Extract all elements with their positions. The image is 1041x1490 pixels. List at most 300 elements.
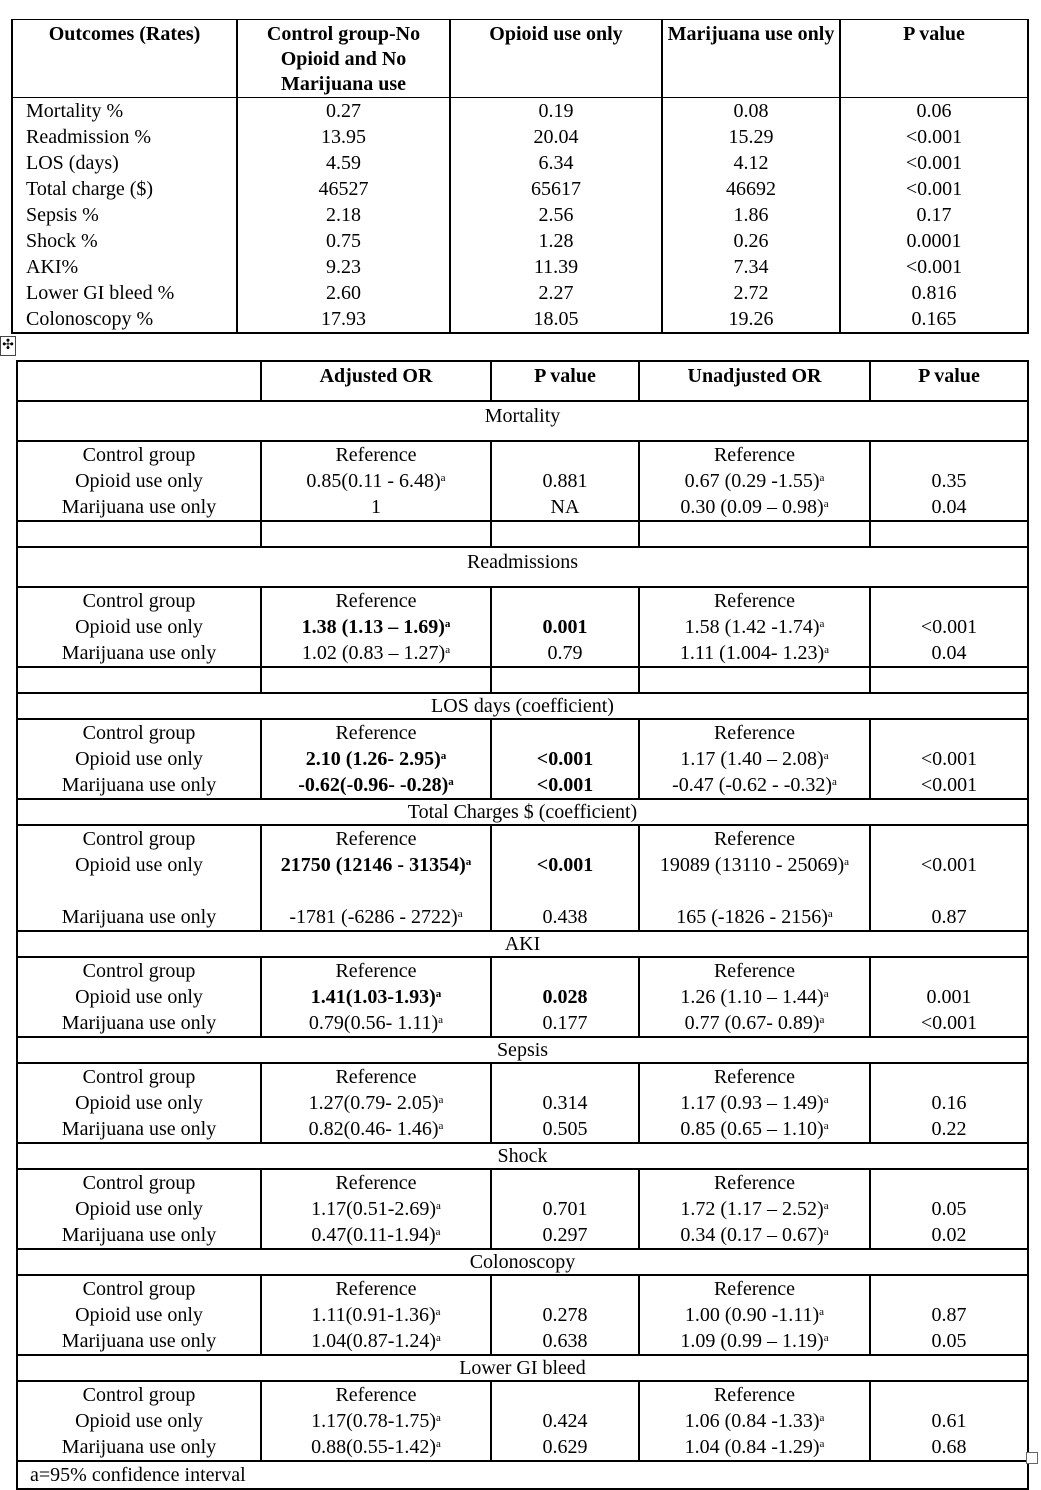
cell-text: 0.61 (931, 1410, 967, 1432)
cell-text: 0.35 (931, 470, 967, 492)
header-p-value: P value (840, 20, 1028, 98)
group-label (17, 904, 261, 931)
cell-text: 1.17(0.51-2.69) (311, 1198, 437, 1220)
cell-text: 1.06 (0.84 -1.33) (684, 1410, 820, 1432)
section-title: Mortality (17, 401, 1028, 441)
cell-text: 0.001 (926, 986, 972, 1008)
table-cell (870, 1302, 1028, 1328)
table-row (17, 640, 1028, 667)
table-row (17, 772, 1028, 799)
table-cell (870, 957, 1028, 984)
table-cell (491, 614, 639, 640)
cell-text: 0.87 (931, 1304, 967, 1326)
ci-superscript: a (435, 1306, 441, 1318)
table-cell: 2.72 (662, 280, 840, 306)
cell-text: Reference (335, 1066, 417, 1088)
cell-text: -0.47 (-0.62 - -0.32) (672, 774, 833, 796)
table-cell (491, 1010, 639, 1037)
table-cell (491, 984, 639, 1010)
table-cell (261, 825, 491, 852)
section-header-row (17, 547, 1028, 587)
table-cell (491, 1063, 639, 1090)
group-label (17, 1169, 261, 1196)
table-cell (870, 587, 1028, 614)
cell-text: Reference (335, 590, 417, 612)
cell-text: <0.001 (920, 774, 978, 796)
outcome-label: Total charge ($) (12, 176, 237, 202)
group-label (17, 719, 261, 746)
table-row (17, 1010, 1028, 1037)
table-cell (261, 1010, 491, 1037)
table-cell (261, 494, 491, 521)
cell-text: 0.85(0.11 - 6.48) (306, 470, 441, 492)
cell-text: Opioid use only (75, 470, 203, 492)
header-p-value-adjusted: P value (491, 361, 639, 401)
outcome-label: Colonoscopy % (12, 306, 237, 333)
table-row (12, 202, 1028, 228)
cell-text: Reference (713, 590, 796, 612)
table-cell: <0.001 (840, 176, 1028, 202)
table-cell: 46692 (662, 176, 840, 202)
cell-text: Opioid use only (75, 1304, 203, 1326)
ci-superscript: a (824, 644, 830, 656)
cell-text: -0.62(-0.96- -0.28) (298, 774, 449, 796)
cell-text: Reference (335, 960, 417, 982)
empty-cell (261, 521, 491, 547)
table-cell (639, 1328, 870, 1355)
footnote-row (17, 1461, 1028, 1489)
ci-superscript: a (440, 472, 446, 484)
table-cell (261, 719, 491, 746)
cell-text: Opioid use only (75, 854, 203, 876)
cell-text: 21750 (12146 - 31354) (280, 854, 466, 876)
table-cell: 0.26 (662, 228, 840, 254)
cell-text: Marijuana use only (61, 1118, 217, 1140)
table-header-row (12, 20, 1028, 98)
table-cell (639, 1116, 870, 1143)
ci-superscript: a (436, 1200, 441, 1212)
table-cell (261, 852, 491, 904)
section-header-row (17, 1143, 1028, 1169)
cell-text: <0.001 (920, 748, 978, 770)
cell-text: 0.16 (931, 1092, 967, 1114)
table-cell (639, 1275, 870, 1302)
table-row (17, 1063, 1028, 1090)
cell-text: 1.58 (1.42 -1.74) (684, 616, 820, 638)
ci-superscript: a (438, 1014, 444, 1026)
table-cell (491, 1381, 639, 1408)
section-header-row (17, 1249, 1028, 1275)
ci-superscript: a (819, 618, 825, 630)
cell-text: 0.505 (542, 1118, 588, 1140)
table-cell (261, 1275, 491, 1302)
cell-text: Reference (713, 1384, 796, 1406)
ci-superscript: a (823, 498, 829, 510)
spacer-row (17, 521, 1028, 547)
cell-text: Reference (713, 1066, 796, 1088)
table-cell: 13.95 (237, 124, 450, 150)
cell-text: Reference (713, 722, 796, 744)
empty-cell (261, 667, 491, 693)
table-cell: 15.29 (662, 124, 840, 150)
table-cell: 18.05 (450, 306, 662, 333)
table-cell (261, 1381, 491, 1408)
table-cell: 0.08 (662, 98, 840, 125)
cell-text: <0.001 (920, 854, 978, 876)
table-cell: 19.26 (662, 306, 840, 333)
table-cell (261, 468, 491, 494)
empty-cell (870, 667, 1028, 693)
cell-text: 0.05 (931, 1198, 967, 1220)
section-header-row (17, 931, 1028, 957)
cell-text: 1.17 (1.40 – 2.08) (680, 748, 824, 770)
table-row (17, 719, 1028, 746)
table-cell (870, 984, 1028, 1010)
table-row (12, 176, 1028, 202)
table-row (17, 1090, 1028, 1116)
cell-text: Opioid use only (75, 1198, 203, 1220)
table-cell (639, 1381, 870, 1408)
table-cell (870, 1169, 1028, 1196)
group-label (17, 640, 261, 667)
table-cell (491, 904, 639, 931)
cell-text: 0.314 (542, 1092, 588, 1114)
table-cell (639, 1010, 870, 1037)
section-header-row (17, 401, 1028, 441)
ci-superscript: a (823, 750, 829, 762)
ci-superscript: a (844, 856, 850, 868)
cell-text: 0.79 (547, 642, 583, 664)
section-title: Readmissions (17, 547, 1028, 587)
table-resize-handle[interactable] (1026, 1452, 1038, 1464)
cell-text: Reference (713, 1278, 796, 1300)
table-row (17, 904, 1028, 931)
cell-text: 0.438 (542, 906, 588, 928)
cell-text: Reference (335, 444, 417, 466)
table-cell (491, 1116, 639, 1143)
table-cell: 20.04 (450, 124, 662, 150)
group-label (17, 587, 261, 614)
cell-text: 1.00 (0.90 -1.11) (684, 1304, 820, 1326)
table-cell (870, 640, 1028, 667)
cell-text: Opioid use only (75, 748, 203, 770)
table-cell (261, 587, 491, 614)
ci-superscript: a (823, 1332, 829, 1344)
table-cell (491, 1434, 639, 1461)
table-cell: 1.86 (662, 202, 840, 228)
table-cell (870, 1328, 1028, 1355)
cell-text: Reference (713, 960, 796, 982)
cell-text: Reference (713, 444, 796, 466)
table-row (12, 280, 1028, 306)
table-cell: 4.12 (662, 150, 840, 176)
table-cell: <0.001 (840, 150, 1028, 176)
table-cell (870, 614, 1028, 640)
cell-text: 0.67 (0.29 -1.55) (684, 470, 820, 492)
cell-text: 1.38 (1.13 – 1.69) (301, 616, 445, 638)
section-title: Colonoscopy (17, 1249, 1028, 1275)
group-label (17, 1063, 261, 1090)
table-cell: 0.0001 (840, 228, 1028, 254)
header-marijuana (662, 20, 840, 98)
cell-text: <0.001 (536, 748, 594, 770)
cell-text: Control group (82, 722, 196, 744)
cell-text: Marijuana use only (61, 1330, 217, 1352)
cell-text: Marijuana use only (61, 1012, 217, 1034)
table-cell: 46527 (237, 176, 450, 202)
table-cell (491, 468, 639, 494)
table-move-handle-icon[interactable]: ✣ (0, 336, 16, 356)
outcome-label: AKI% (12, 254, 237, 280)
ci-superscript: a (823, 1200, 829, 1212)
group-label (17, 746, 261, 772)
ci-superscript: a (457, 908, 463, 920)
table-row (17, 494, 1028, 521)
cell-text: <0.001 (536, 774, 594, 796)
table-cell (491, 719, 639, 746)
table-cell: 2.18 (237, 202, 450, 228)
table-row (17, 825, 1028, 852)
table-cell (261, 984, 491, 1010)
cell-text: 0.629 (542, 1436, 588, 1458)
table-row (17, 1328, 1028, 1355)
table-cell (870, 1434, 1028, 1461)
cell-text: 1.11(0.91-1.36) (311, 1304, 436, 1326)
group-label (17, 1116, 261, 1143)
cell-text: 0.04 (931, 642, 967, 664)
table-row (12, 124, 1028, 150)
table-row (17, 984, 1028, 1010)
table-cell: 0.75 (237, 228, 450, 254)
table-cell (491, 640, 639, 667)
empty-cell (870, 521, 1028, 547)
header-outcomes: Outcomes (Rates) (12, 20, 237, 98)
group-label (17, 852, 261, 904)
table-cell: 0.816 (840, 280, 1028, 306)
table-cell (639, 441, 870, 468)
table-cell: 2.27 (450, 280, 662, 306)
table-row (17, 957, 1028, 984)
cell-text: 1.02 (0.83 – 1.27) (301, 642, 446, 664)
ci-superscript: a (823, 1094, 829, 1106)
cell-text: Control group (82, 1066, 196, 1088)
table-cell: 11.39 (450, 254, 662, 280)
ci-superscript: a (819, 1438, 825, 1450)
group-label (17, 825, 261, 852)
cell-text: Marijuana use only (61, 1224, 217, 1246)
table-row (17, 614, 1028, 640)
table-cell: 0.19 (450, 98, 662, 125)
empty-cell (639, 667, 870, 693)
table-cell (639, 468, 870, 494)
table-cell (639, 587, 870, 614)
empty-cell (491, 521, 639, 547)
cell-text: 0.85 (0.65 – 1.10) (680, 1118, 824, 1140)
table-cell (491, 1169, 639, 1196)
cell-text: 1.04 (0.84 -1.29) (684, 1436, 820, 1458)
table-cell (491, 825, 639, 852)
ci-superscript: a (444, 618, 451, 630)
cell-text: Reference (713, 828, 796, 850)
table-row (17, 1196, 1028, 1222)
cell-text: Marijuana use only (61, 774, 217, 796)
ci-superscript: a (819, 1014, 825, 1026)
ci-superscript: a (438, 1094, 444, 1106)
table-cell (261, 1222, 491, 1249)
header-adjusted-or: Adjusted OR (261, 361, 491, 401)
table-cell (870, 1408, 1028, 1434)
cell-text: 0.02 (931, 1224, 967, 1246)
ci-superscript: a (435, 1226, 441, 1238)
table-cell (261, 1169, 491, 1196)
cell-text: NA (550, 496, 580, 518)
outcome-label: Readmission % (12, 124, 237, 150)
table-cell (261, 640, 491, 667)
cell-text: 1.41(1.03-1.93) (310, 986, 436, 1008)
cell-text: Opioid use only (75, 986, 203, 1008)
group-label (17, 1010, 261, 1037)
cell-text: Marijuana use only (61, 906, 217, 928)
outcome-label: Shock % (12, 228, 237, 254)
table-cell (639, 772, 870, 799)
table-cell (261, 1090, 491, 1116)
table-row (17, 1169, 1028, 1196)
table-cell (639, 852, 870, 904)
table-cell (261, 746, 491, 772)
section-title: LOS days (coefficient) (17, 693, 1028, 719)
cell-text: 1.72 (1.17 – 2.52) (680, 1198, 824, 1220)
table-cell: 17.93 (237, 306, 450, 333)
cell-text: 0.701 (542, 1198, 588, 1220)
table-row (17, 852, 1028, 904)
table-cell (491, 1090, 639, 1116)
cell-text: Control group (82, 1384, 196, 1406)
cell-text: Reference (335, 722, 417, 744)
table-cell (639, 640, 870, 667)
cell-text: Reference (713, 1172, 796, 1194)
cell-text: Reference (335, 1278, 417, 1300)
table-cell (870, 825, 1028, 852)
table-cell (261, 1434, 491, 1461)
ci-superscript: a (435, 988, 442, 1000)
section-header-row (17, 799, 1028, 825)
section-title: Sepsis (17, 1037, 1028, 1063)
section-title: Total Charges $ (coefficient) (17, 799, 1028, 825)
group-label (17, 1302, 261, 1328)
table-cell (870, 1116, 1028, 1143)
cell-text: <0.001 (920, 1012, 978, 1034)
empty-cell (491, 667, 639, 693)
group-label (17, 614, 261, 640)
cell-text: 19089 (13110 - 25069) (659, 854, 845, 876)
table-cell (870, 1010, 1028, 1037)
cell-text: 0.82(0.46- 1.46) (308, 1118, 439, 1140)
cell-text: Control group (82, 444, 196, 466)
table-cell (261, 957, 491, 984)
ci-superscript: a (448, 776, 454, 788)
cell-text: 0.88(0.55-1.42) (311, 1436, 437, 1458)
outcome-label: Sepsis % (12, 202, 237, 228)
cell-text: 0.001 (542, 616, 588, 638)
outcomes-rates-table (11, 19, 1029, 334)
table-cell (261, 904, 491, 931)
table-cell: 2.56 (450, 202, 662, 228)
ci-superscript: a (436, 1332, 441, 1344)
ci-superscript: a (445, 644, 451, 656)
table-cell (491, 1328, 639, 1355)
section-header-row (17, 1037, 1028, 1063)
table-cell: 0.06 (840, 98, 1028, 125)
cell-text: 1.09 (0.99 – 1.19) (680, 1330, 824, 1352)
group-label (17, 1328, 261, 1355)
table-cell (639, 1408, 870, 1434)
table-cell (261, 1408, 491, 1434)
table-row (17, 1222, 1028, 1249)
cell-text: 0.47(0.11-1.94) (311, 1224, 436, 1246)
table-cell (870, 468, 1028, 494)
table-cell (870, 904, 1028, 931)
group-label (17, 1381, 261, 1408)
ci-superscript: a (819, 1412, 825, 1424)
cell-text: Opioid use only (75, 1410, 203, 1432)
empty-cell (17, 521, 261, 547)
cell-text: 1.17 (0.93 – 1.49) (680, 1092, 824, 1114)
cell-text: 1.11 (1.004- 1.23) (679, 642, 825, 664)
cell-text: 0.79(0.56- 1.11) (308, 1012, 439, 1034)
table-cell (261, 1328, 491, 1355)
table-cell (870, 1381, 1028, 1408)
header-control-group: Control group-No Opioid and No Marijuana use (237, 20, 450, 98)
ci-superscript: a (819, 472, 825, 484)
cell-text: 165 (-1826 - 2156) (676, 906, 828, 928)
spacer-row (17, 667, 1028, 693)
cell-text: Marijuana use only (61, 642, 217, 664)
outcome-label: Mortality % (12, 98, 237, 125)
table-row (17, 468, 1028, 494)
table-cell: 4.59 (237, 150, 450, 176)
group-label (17, 468, 261, 494)
table-cell (639, 1222, 870, 1249)
cell-text: 0.028 (542, 986, 588, 1008)
table-cell: 0.17 (840, 202, 1028, 228)
table-cell (639, 1063, 870, 1090)
cell-text: <0.001 (920, 616, 978, 638)
cell-text: -1781 (-6286 - 2722) (289, 906, 458, 928)
cell-text: 0.87 (931, 906, 967, 928)
footnote: a=95% confidence interval (17, 1461, 1028, 1489)
table-cell (491, 852, 639, 904)
ci-superscript: a (436, 1412, 441, 1424)
cell-text: Control group (82, 960, 196, 982)
table-cell (870, 1222, 1028, 1249)
table-cell (870, 1090, 1028, 1116)
cell-text: Control group (82, 590, 196, 612)
table-cell: 1.28 (450, 228, 662, 254)
ci-superscript: a (823, 1226, 829, 1238)
table-cell: <0.001 (840, 254, 1028, 280)
empty-cell (17, 667, 261, 693)
table-cell (491, 1302, 639, 1328)
table-cell (870, 772, 1028, 799)
section-title: AKI (17, 931, 1028, 957)
table-row (17, 1408, 1028, 1434)
cell-text: Reference (335, 828, 417, 850)
cell-text: 0.297 (542, 1224, 588, 1246)
cell-text: 0.34 (0.17 – 0.67) (680, 1224, 824, 1246)
odds-ratio-table (16, 360, 1029, 1490)
header-opioid: Opioid use only (450, 20, 662, 98)
group-label (17, 984, 261, 1010)
